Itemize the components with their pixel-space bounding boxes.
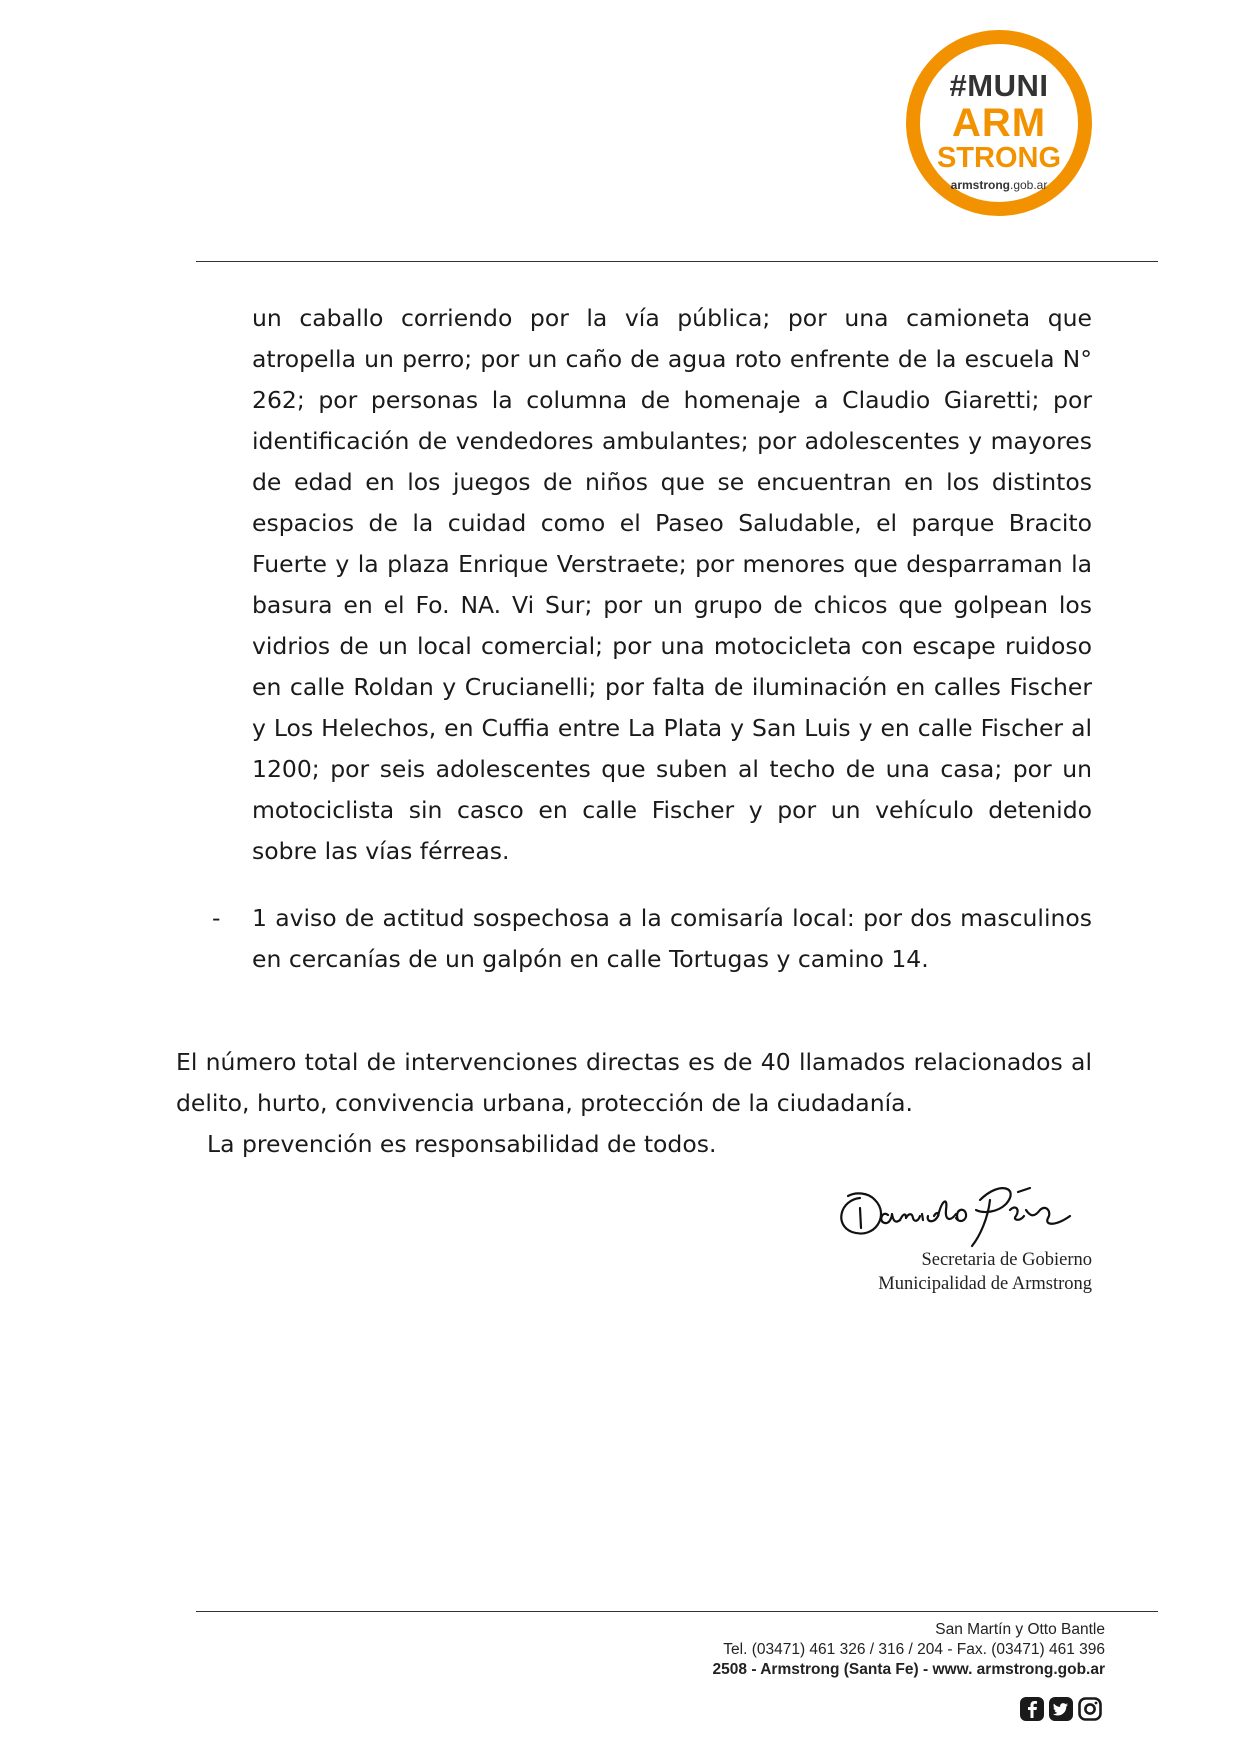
footer-phones: Tel. (03471) 461 326 / 316 / 204 - Fax. (03471) 461 396 — [723, 1641, 1105, 1658]
bullet-marker: - — [212, 904, 221, 932]
logo-url-text: armstrong.gob.ar — [950, 178, 1048, 192]
logo-muni-text: #MUNI — [949, 68, 1049, 103]
footer-city-line — [713, 1660, 1105, 1680]
header-divider — [196, 261, 1158, 262]
handwritten-signature — [830, 1170, 1080, 1250]
logo-arm-text: ARM — [951, 101, 1047, 145]
footer-divider — [196, 1611, 1158, 1612]
footer-website[interactable]: www. armstrong.gob.ar — [932, 1661, 1105, 1678]
municipality-logo — [906, 30, 1092, 216]
suspicious-activity-item: 1 aviso de actitud sospechosa a la comisaría local: por dos masculinos en cercanías de un galpón en calle Tortugas y camino 14. — [252, 904, 1092, 973]
footer-address: San Martín y Otto Bantle — [935, 1621, 1105, 1638]
social-icons — [1019, 1696, 1103, 1724]
footer-city: 2508 - Armstrong (Santa Fe) - — [712, 1661, 933, 1678]
closing-statement: La prevención es responsabilidad de todos. — [207, 1130, 717, 1158]
incidents-paragraph: un caballo corriendo por la vía pública; por una camioneta que atropella un perro; por un caño de agua roto enfrente de la escuela N° 262; por personas la columna de homenaje a Claudio Giaretti; por identificación de vendedores ambulantes; por adolescentes y mayores de edad en los juegos de niños que se encuentran en los distintos espacios de la cuidad como el Paseo Saludable, el parque Bracito Fuerte y la plaza Enrique Verstraete; por menores que desparraman la basura en el Fo. NA. Vi Sur; por un grupo de chicos que golpean los vidrios de un local comercial; por una motocicleta con escape ruidoso en calle Roldan y Crucianelli; por falta de iluminación en calles Fischer y Los Helechos, en Cuffia entre La Plata y San Luis y en calle Fischer al 1200; por seis adolescentes que suben al techo de una casa; por un motociclista sin casco en calle Fischer y por un vehículo detenido sobre las vías férreas. — [252, 304, 1092, 865]
logo-strong-text: STRONG — [936, 142, 1062, 174]
signatory-title: Secretaria de Gobierno — [921, 1250, 1092, 1270]
footer-contact — [713, 1620, 1105, 1680]
summary-paragraph: El número total de intervenciones directas es de 40 llamados relacionados al delito, hurto, convivencia urbana, protección de la ciudadanía. — [176, 1048, 1092, 1117]
facebook-icon[interactable] — [1019, 1696, 1045, 1722]
signatory-organization: Municipalidad de Armstrong — [878, 1274, 1092, 1294]
twitter-icon[interactable] — [1048, 1696, 1074, 1722]
instagram-icon[interactable] — [1077, 1696, 1103, 1722]
